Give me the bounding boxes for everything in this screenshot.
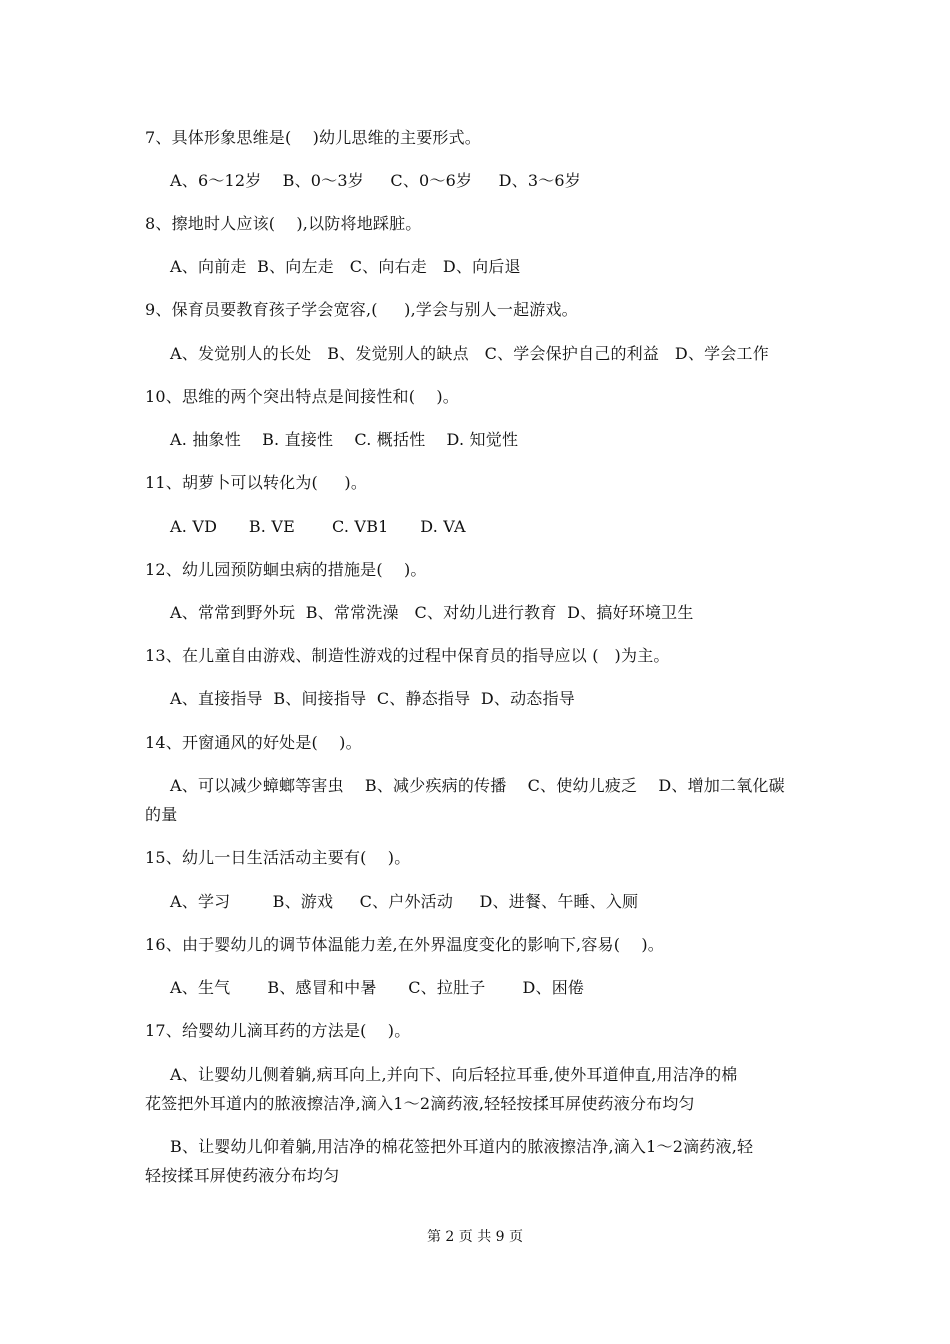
question-9-stem: 9、保育员要教育孩子学会宽容,( ),学会与别人一起游戏。	[145, 300, 578, 319]
question-13-stem: 13、在儿童自由游戏、制造性游戏的过程中保育员的指导应以 ( )为主。	[145, 646, 670, 665]
question-8-options: A、向前走 B、向左走 C、向右走 D、向后退	[170, 257, 521, 276]
question-7-stem: 7、具体形象思维是( )幼儿思维的主要形式。	[145, 128, 482, 147]
question-15-stem: 15、幼儿一日生活活动主要有( )。	[145, 848, 411, 867]
question-17-option-a: A、让婴幼儿侧着躺,病耳向上,并向下、向后轻拉耳垂,使外耳道伸直,用洁净的棉	[170, 1065, 738, 1084]
question-10-options: A. 抽象性 B. 直接性 C. 概括性 D. 知觉性	[170, 430, 519, 449]
question-16-stem: 16、由于婴幼儿的调节体温能力差,在外界温度变化的影响下,容易( )。	[145, 935, 664, 954]
question-17-stem: 17、给婴幼儿滴耳药的方法是( )。	[145, 1021, 411, 1040]
page-number-footer: 第 2 页 共 9 页	[426, 1229, 524, 1245]
question-11-options: A. VD B. VE C. VB1 D. VA	[170, 517, 466, 536]
question-8-stem: 8、擦地时人应该( ),以防将地踩脏。	[145, 214, 422, 233]
question-11-stem: 11、胡萝卜可以转化为( )。	[145, 473, 368, 492]
question-17-option-b: B、让婴幼儿仰着躺,用洁净的棉花签把外耳道内的脓液擦洁净,滴入1～2滴药液,轻	[170, 1137, 754, 1156]
question-12-options: A、常常到野外玩 B、常常洗澡 C、对幼儿进行教育 D、搞好环境卫生	[170, 603, 694, 622]
question-14-options-continuation: 的量	[145, 805, 178, 824]
question-12-stem: 12、幼儿园预防蛔虫病的措施是( )。	[145, 560, 427, 579]
question-7-options: A、6～12岁 B、0～3岁 C、0～6岁 D、3～6岁	[170, 171, 582, 190]
question-17-option-a-continuation: 花签把外耳道内的脓液擦洁净,滴入1～2滴药液,轻轻按揉耳屏使药液分布均匀	[145, 1094, 695, 1113]
question-9-options: A、发觉别人的长处 B、发觉别人的缺点 C、学会保护自己的利益 D、学会工作	[170, 344, 769, 363]
question-17-option-b-continuation: 轻按揉耳屏使药液分布均匀	[145, 1166, 340, 1185]
question-14-options: A、可以减少蟑螂等害虫 B、减少疾病的传播 C、使幼儿疲乏 D、增加二氧化碳	[170, 776, 785, 795]
question-14-stem: 14、开窗通风的好处是( )。	[145, 733, 362, 752]
question-15-options: A、学习 B、游戏 C、户外活动 D、进餐、午睡、入厕	[170, 892, 639, 911]
question-10-stem: 10、思维的两个突出特点是间接性和( )。	[145, 387, 459, 406]
question-13-options: A、直接指导 B、间接指导 C、静态指导 D、动态指导	[170, 689, 575, 708]
question-16-options: A、生气 B、感冒和中暑 C、拉肚子 D、困倦	[170, 978, 585, 997]
